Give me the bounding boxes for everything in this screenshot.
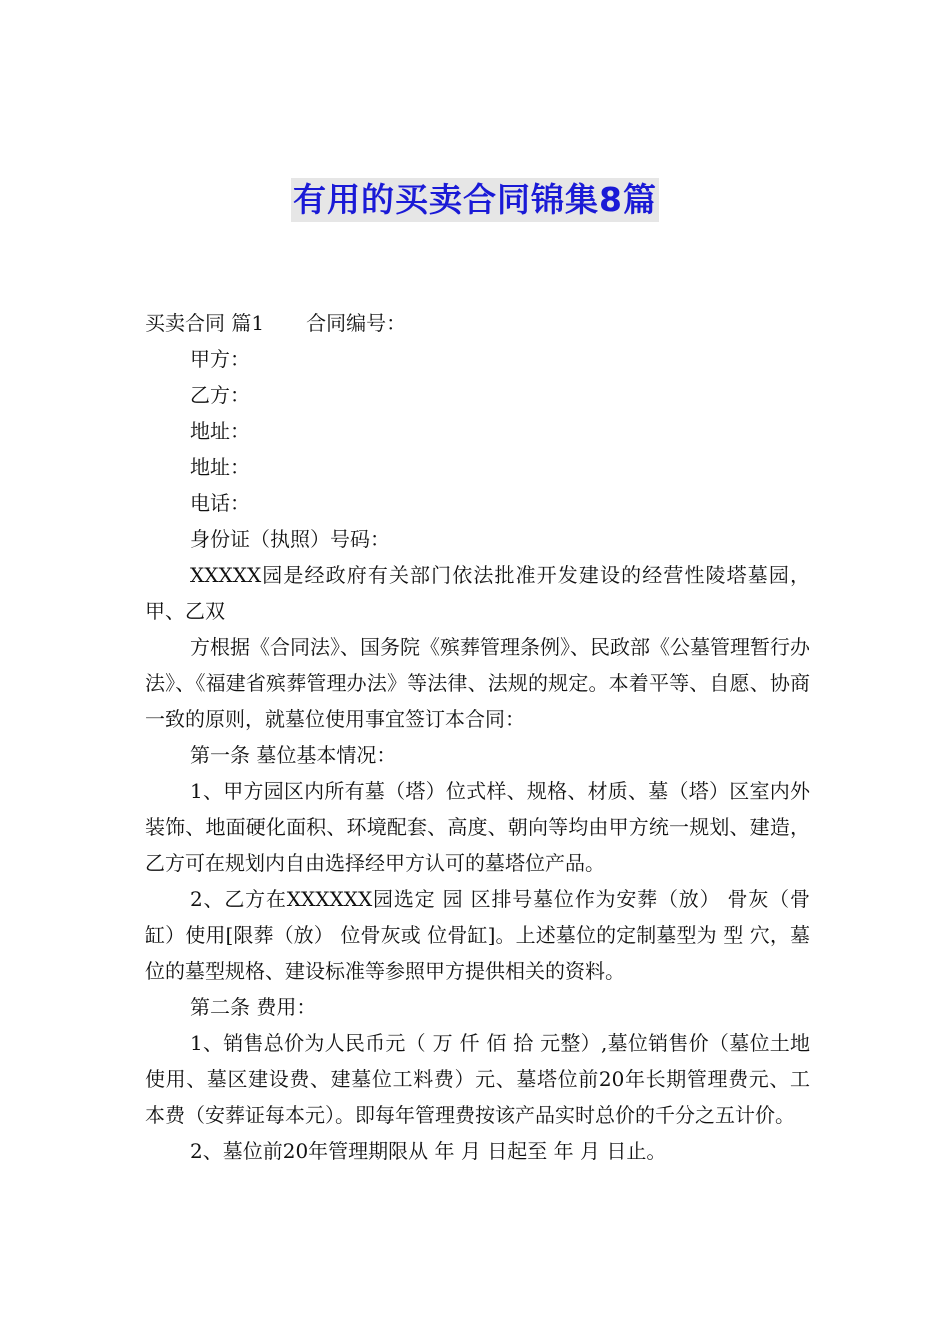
phone-field: 电话： bbox=[190, 491, 250, 515]
contract-number-label: 合同编号： bbox=[306, 311, 407, 335]
address-field-2: 地址： bbox=[190, 455, 250, 479]
document-body bbox=[145, 305, 810, 1169]
article-1-clause-2: 2、乙方在XXXXXX园选定 园 区排号墓位作为安葬（放） 骨灰（骨缸）使用[限葬（放） 位骨灰或 位骨缸]。上述墓位的定制墓型为 型 穴，墓位的墓型规格、建设标准等参照甲方提供相关的资料。 bbox=[145, 887, 810, 983]
title-area bbox=[0, 178, 950, 222]
paragraph-basis: 方根据《合同法》、国务院《殡葬管理条例》、民政部《公墓管理暂行办法》、《福建省殡葬管理办法》等法律、法规的规定。本着平等、自愿、协商一致的原则，就墓位使用事宜签订本合同： bbox=[145, 635, 810, 731]
id-number-field: 身份证（执照）号码： bbox=[190, 527, 390, 551]
section-label: 买卖合同 篇1 bbox=[145, 311, 265, 335]
document-title: 有用的买卖合同锦集8篇 bbox=[291, 178, 659, 222]
party-b-field: 乙方： bbox=[190, 383, 250, 407]
article-2-clause-2: 2、墓位前20年管理期限从 年 月 日起至 年 月 日止。 bbox=[190, 1139, 667, 1163]
section-header bbox=[145, 305, 810, 341]
article-2-clause-1: 1、销售总价为人民币元（ 万 仟 佰 拾 元整）,墓位销售价（墓位土地使用、墓区建设费、建墓位工料费）元、墓塔位前20年长期管理费元、工本费（安葬证每本元）。即每年管理费按该产品实时总价的千分之五计价。 bbox=[145, 1031, 810, 1127]
article-1-clause-1: 1、甲方园区内所有墓（塔）位式样、规格、材质、墓（塔）区室内外装饰、地面硬化面积、环境配套、高度、朝向等均由甲方统一规划、建造，乙方可在规划内自由选择经甲方认可的墓塔位产品。 bbox=[145, 779, 810, 875]
address-field-1: 地址： bbox=[190, 419, 250, 443]
article-2-heading: 第二条 费用： bbox=[190, 995, 317, 1019]
article-1-heading: 第一条 墓位基本情况： bbox=[190, 743, 397, 767]
paragraph-intro: XXXXX园是经政府有关部门依法批准开发建设的经营性陵塔墓园，甲、乙双 bbox=[145, 563, 810, 623]
party-a-field: 甲方： bbox=[190, 347, 250, 371]
